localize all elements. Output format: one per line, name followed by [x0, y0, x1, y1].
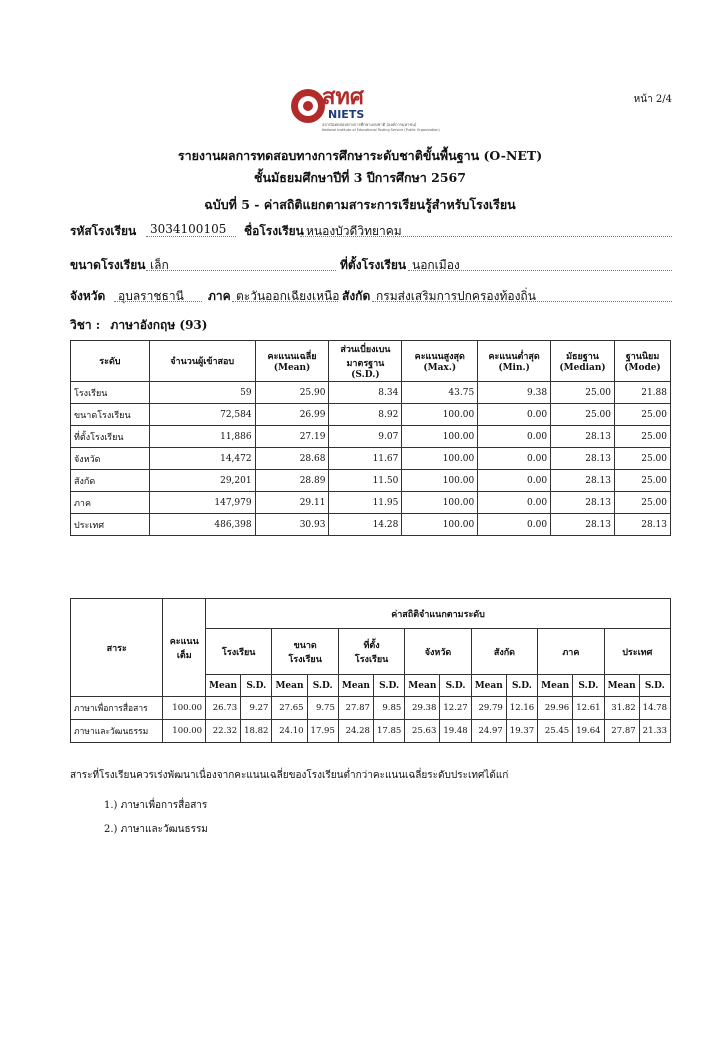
table-cell: 0.00 — [478, 426, 551, 448]
table-cell: 100.00 — [163, 697, 206, 720]
svg-text:สถาบันทดสอบทางการศึกษาแห่งชาติ: สถาบันทดสอบทางการศึกษาแห่งชาติ (องค์การมหาชน) — [322, 122, 417, 127]
mean-header: Mean — [405, 675, 440, 697]
table-cell: 11.95 — [329, 492, 402, 514]
table-cell: 25.00 — [615, 470, 671, 492]
table-cell: 30.93 — [255, 514, 329, 536]
table-row — [71, 492, 671, 514]
improvement-note: สาระที่โรงเรียนควรเร่งพัฒนาเนื่องจากคะแนนเฉลี่ยของโรงเรียนต่ำกว่าคะแนนเฉลี่ยระดับประเทศได้แก่ — [70, 770, 509, 781]
mean-header: Mean — [206, 675, 241, 697]
table-cell: 100.00 — [402, 426, 478, 448]
level-header: ที่ตั้ง โรงเรียน — [338, 629, 404, 675]
table-cell: 28.13 — [551, 448, 615, 470]
table-cell: 24.10 — [272, 720, 307, 743]
subject-name: ภาษาอังกฤษ (93) — [110, 318, 208, 332]
table-cell: 0.00 — [478, 404, 551, 426]
table-cell: 29.79 — [471, 697, 506, 720]
table-row — [71, 697, 671, 720]
sd-header: S.D. — [241, 675, 272, 697]
table-cell: 28.13 — [551, 470, 615, 492]
table-cell: 26.99 — [255, 404, 329, 426]
row-label: ภาษาเพื่อการสื่อสาร — [71, 697, 163, 720]
school-size: เล็ก — [150, 258, 169, 272]
table-cell: 43.75 — [402, 382, 478, 404]
row-label: ที่ตั้งโรงเรียน — [71, 426, 150, 448]
report-subtitle: ชั้นมัธยมศึกษาปีที่ 3 ปีการศึกษา 2567 — [254, 170, 466, 185]
table-cell: 27.87 — [604, 720, 639, 743]
niets-emblem-icon — [288, 82, 448, 134]
table-cell: 100.00 — [402, 448, 478, 470]
school-code-row: รหัสโรงเรียน 3034100105 ชื่อโรงเรียน หนองบัวดีวิทยาคม — [70, 222, 670, 241]
row-label: จังหวัด — [71, 448, 150, 470]
table-cell: 100.00 — [402, 514, 478, 536]
table-cell: 14.28 — [329, 514, 402, 536]
table-cell: 11,886 — [149, 426, 255, 448]
table-cell: 14.78 — [639, 697, 670, 720]
table-cell: 486,398 — [149, 514, 255, 536]
svg-text:National Institute of Educatio: National Institute of Educational Testing Service (Public Organization) — [322, 128, 440, 132]
table-cell: 25.00 — [551, 404, 615, 426]
school-size-row: ขนาดโรงเรียน เล็ก ที่ตั้งโรงเรียน นอกเมือง — [70, 256, 670, 275]
mean-header: Mean — [272, 675, 307, 697]
mean-header: Mean — [538, 675, 573, 697]
table-cell: 100.00 — [402, 404, 478, 426]
table-cell: 28.68 — [255, 448, 329, 470]
table-cell: 14,472 — [149, 448, 255, 470]
table-cell: 21.88 — [615, 382, 671, 404]
page-number: หน้า 2/4 — [633, 94, 672, 105]
level-header: สังกัด — [471, 629, 537, 675]
table-cell: 9.85 — [373, 697, 404, 720]
table-row — [71, 470, 671, 492]
table-cell: 29.11 — [255, 492, 329, 514]
mean-header: Mean — [604, 675, 639, 697]
niets-logo — [288, 82, 448, 134]
table-row — [71, 448, 671, 470]
table-row — [71, 514, 671, 536]
table-cell: 25.00 — [551, 382, 615, 404]
table-row — [71, 404, 671, 426]
table-cell: 27.65 — [272, 697, 307, 720]
row-label: ขนาดโรงเรียน — [71, 404, 150, 426]
province: อุบลราชธานี — [118, 289, 184, 303]
school-name: หนองบัวดีวิทยาคม — [306, 224, 402, 238]
table-cell: 25.00 — [615, 426, 671, 448]
row-label: โรงเรียน — [71, 382, 150, 404]
row-label: ภาษาและวัฒนธรรม — [71, 720, 163, 743]
table-cell: 28.13 — [615, 514, 671, 536]
sd-header: S.D. — [639, 675, 670, 697]
table-cell: 22.32 — [206, 720, 241, 743]
mean-header: Mean — [338, 675, 373, 697]
mean-header: Mean — [471, 675, 506, 697]
region: ตะวันออกเฉียงเหนือ — [236, 289, 340, 303]
level-header: ประเทศ — [604, 629, 670, 675]
table-cell: 25.00 — [615, 448, 671, 470]
table-cell: 12.27 — [440, 697, 471, 720]
level-header: โรงเรียน — [206, 629, 272, 675]
table-cell: 11.67 — [329, 448, 402, 470]
sd-header: S.D. — [373, 675, 404, 697]
table-cell: 28.13 — [551, 426, 615, 448]
table-cell: 25.63 — [405, 720, 440, 743]
table-cell: 29.96 — [538, 697, 573, 720]
table-cell: 19.48 — [440, 720, 471, 743]
table-cell: 8.34 — [329, 382, 402, 404]
table-cell: 0.00 — [478, 448, 551, 470]
level-stats-table — [70, 340, 671, 536]
note-item-2: 2.) ภาษาและวัฒนธรรม — [104, 824, 208, 835]
table-cell: 29,201 — [149, 470, 255, 492]
table-cell: 100.00 — [163, 720, 206, 743]
table-row — [71, 426, 671, 448]
table-cell: 21.33 — [639, 720, 670, 743]
table-cell: 24.28 — [338, 720, 373, 743]
table-cell: 27.87 — [338, 697, 373, 720]
table-cell: 25.90 — [255, 382, 329, 404]
row-label: สังกัด — [71, 470, 150, 492]
table-cell: 0.00 — [478, 470, 551, 492]
note-item-1: 1.) ภาษาเพื่อการสื่อสาร — [104, 800, 208, 811]
table-row — [71, 720, 671, 743]
table-cell: 28.13 — [551, 514, 615, 536]
table-cell: 147,979 — [149, 492, 255, 514]
report-edition: ฉบับที่ 5 - ค่าสถิติแยกตามสาระการเรียนรู้สำหรับโรงเรียน — [204, 197, 516, 212]
table-cell: 26.73 — [206, 697, 241, 720]
report-title: รายงานผลการทดสอบทางการศึกษาระดับชาติขั้นพื้นฐาน (O-NET) — [177, 148, 543, 163]
table-cell: 100.00 — [402, 470, 478, 492]
table-cell: 28.13 — [551, 492, 615, 514]
table-header-row: ระดับ จำนวนผู้เข้าสอบ คะแนนเฉลี่ย (Mean) ส่วนเบี่ยงเบน มาตรฐาน (S.D.) คะแนนสูงสุด (Max.) คะแนนต่ำสุด (Min.) มัธยฐาน (Median) ฐานนิยม (Mode) — [71, 341, 671, 382]
table-cell: 28.89 — [255, 470, 329, 492]
table-cell: 24.97 — [471, 720, 506, 743]
table-row — [71, 382, 671, 404]
table-cell: 9.27 — [241, 697, 272, 720]
table-cell: 9.07 — [329, 426, 402, 448]
sd-header: S.D. — [440, 675, 471, 697]
table-cell: 19.37 — [506, 720, 537, 743]
table-cell: 100.00 — [402, 492, 478, 514]
level-header: ภาค — [538, 629, 604, 675]
level-header: จังหวัด — [405, 629, 471, 675]
sd-header: S.D. — [307, 675, 338, 697]
table-cell: 25.00 — [615, 492, 671, 514]
table-cell: 11.50 — [329, 470, 402, 492]
affiliation: กรมส่งเสริมการปกครองท้องถิ่น — [376, 289, 536, 303]
sd-header: S.D. — [573, 675, 604, 697]
table-cell: 12.61 — [573, 697, 604, 720]
table-cell: 29.38 — [405, 697, 440, 720]
school-code: 3034100105 — [150, 222, 227, 236]
subject-stats-table: สาระ คะแนน เต็ม ค่าสถิติจำแนกตามระดับ โรงเรียน ขนาด โรงเรียน ที่ตั้ง โรงเรียน จังหวัด สังกัด ภาค ประเทศ Mean S.D. Mean S.D. Mean S.D. Mean S.D. Mean S.D. Mean S.D. Mean S.D. ภาษาเพื่อการสื่อสาร 100.00 26.73 9.27 27.65 9.75 27.87 9.85 29.38 12.27 29.79 12.16 29.96 12.61 31.82 14.78 ภาษาและวัฒนธรรม 100.00 22.32 18.82 24.10 17.95 24.28 17.85 25.63 19.48 24.97 19.37 25.45 19.64 27.87 21.33 — [70, 598, 671, 743]
svg-text:NIETS: NIETS — [328, 108, 365, 121]
table-cell: 18.82 — [241, 720, 272, 743]
school-location: นอกเมือง — [412, 258, 460, 272]
table-cell: 8.92 — [329, 404, 402, 426]
sd-header: S.D. — [506, 675, 537, 697]
table-cell: 19.64 — [573, 720, 604, 743]
table-cell: 17.95 — [307, 720, 338, 743]
level-header: ขนาด โรงเรียน — [272, 629, 338, 675]
table-cell: 0.00 — [478, 514, 551, 536]
table-cell: 59 — [149, 382, 255, 404]
table-cell: 31.82 — [604, 697, 639, 720]
table-cell: 25.00 — [615, 404, 671, 426]
table-cell: 9.75 — [307, 697, 338, 720]
table-cell: 0.00 — [478, 492, 551, 514]
table-cell: 12.16 — [506, 697, 537, 720]
svg-text:สทศ: สทศ — [322, 85, 364, 110]
row-label: ภาค — [71, 492, 150, 514]
table-cell: 72,584 — [149, 404, 255, 426]
table-cell: 9.38 — [478, 382, 551, 404]
table-cell: 25.45 — [538, 720, 573, 743]
table-cell: 27.19 — [255, 426, 329, 448]
row-label: ประเทศ — [71, 514, 150, 536]
table-cell: 17.85 — [373, 720, 404, 743]
province-row: จังหวัด อุบลราชธานี ภาค ตะวันออกเฉียงเหนือ สังกัด กรมส่งเสริมการปกครองท้องถิ่น — [70, 287, 670, 306]
subject-row: วิชา : ภาษาอังกฤษ (93) — [70, 318, 208, 332]
